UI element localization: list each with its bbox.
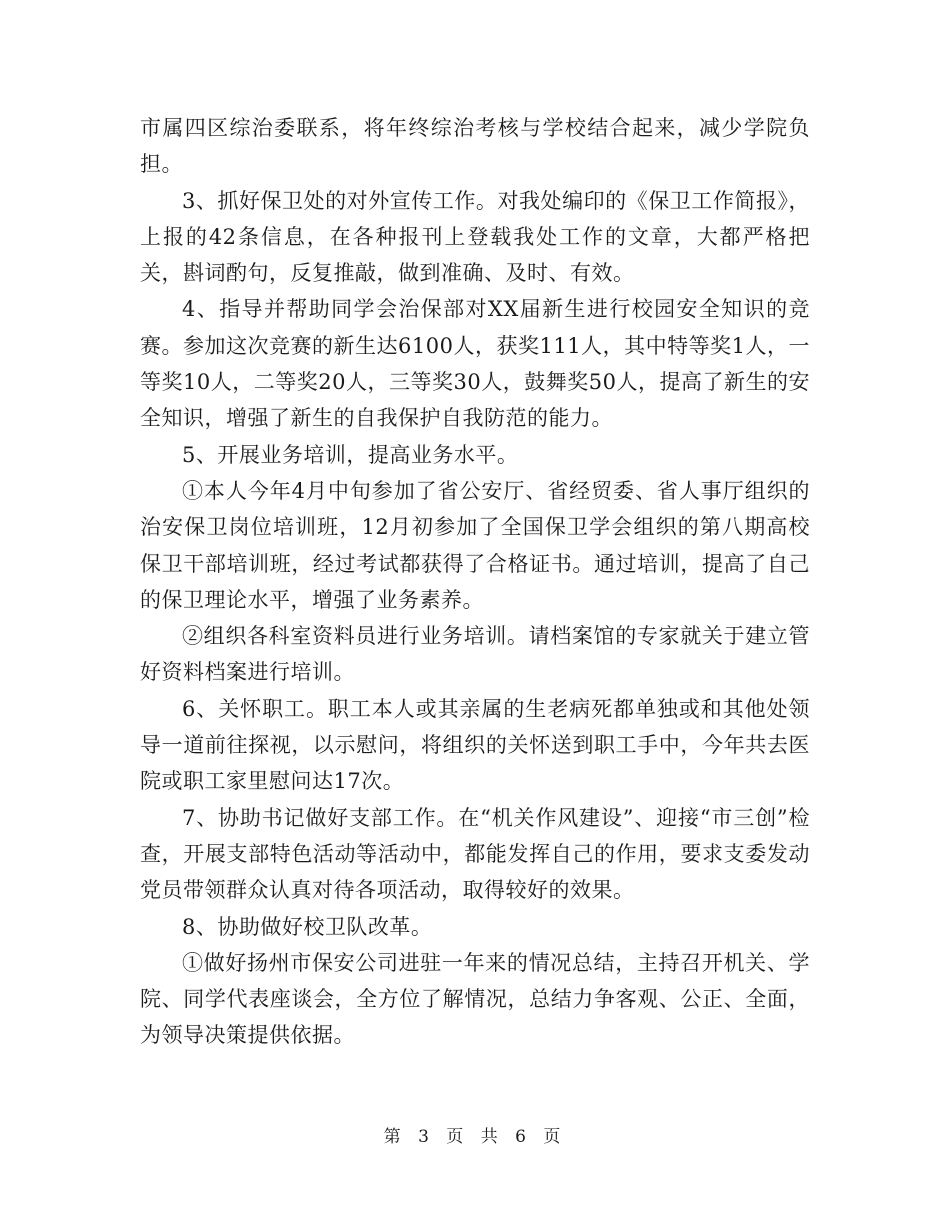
paragraph-2: 3、抓好保卫处的对外宣传工作。对我处编印的《保卫工作简报》，上报的42条信息，在各种报刊上登载我处工作的文章，大都严格把关，斟词酌句，反复推敲，做到准确、及时、有效。	[140, 188, 810, 286]
paragraph-1: 市属四区综治委联系，将年终综治考核与学校结合起来，减少学院负担。	[140, 116, 810, 177]
paragraph-9: 8、协助做好校卫队改革。	[182, 914, 433, 939]
paragraph-10: ①做好扬州市保安公司进驻一年来的情况总结，主持召开机关、学院、同学代表座谈会，全方位了解情况，总结力争客观、公正、全面，为领导决策提供依据。	[140, 950, 810, 1048]
paragraph-7: 6、关怀职工。职工本人或其亲属的生老病死都单独或和其他处领导一道前往探视，以示慰问，将组织的关怀送到职工手中，今年共去医院或职工家里慰问达17次。	[140, 696, 810, 794]
paragraph-5: ①本人今年4月中旬参加了省公安厅、省经贸委、省人事厅组织的治安保卫岗位培训班，12月初参加了全国保卫学会组织的第八期高校保卫干部培训班，经过考试都获得了合格证书。通过培训，提高了自己的保卫理论水平，增强了业务素养。	[140, 478, 810, 612]
paragraph-6: ②组织各科室资料员进行业务培训。请档案馆的专家就关于建立管好资料档案进行培训。	[140, 624, 810, 685]
page-number-footer: 第 3 页 共 6 页	[383, 1127, 567, 1147]
paragraph-8: 7、协助书记做好支部工作。在“机关作风建设”、迎接“市三创”检查，开展支部特色活动等活动中，都能发挥自己的作用，要求支委发动党员带领群众认真对待各项活动，取得较好的效果。	[140, 805, 810, 903]
paragraph-4: 5、开展业务培训，提高业务水平。	[182, 442, 519, 467]
paragraph-3: 4、指导并帮助同学会治保部对XX届新生进行校园安全知识的竞赛。参加这次竞赛的新生达6100人，获奖111人，其中特等奖1人，一等奖10人，二等奖20人，三等奖30人，鼓舞奖50人，提高了新生的安全知识，增强了新生的自我保护自我防范的能力。	[140, 297, 810, 431]
document-body	[140, 110, 810, 1054]
